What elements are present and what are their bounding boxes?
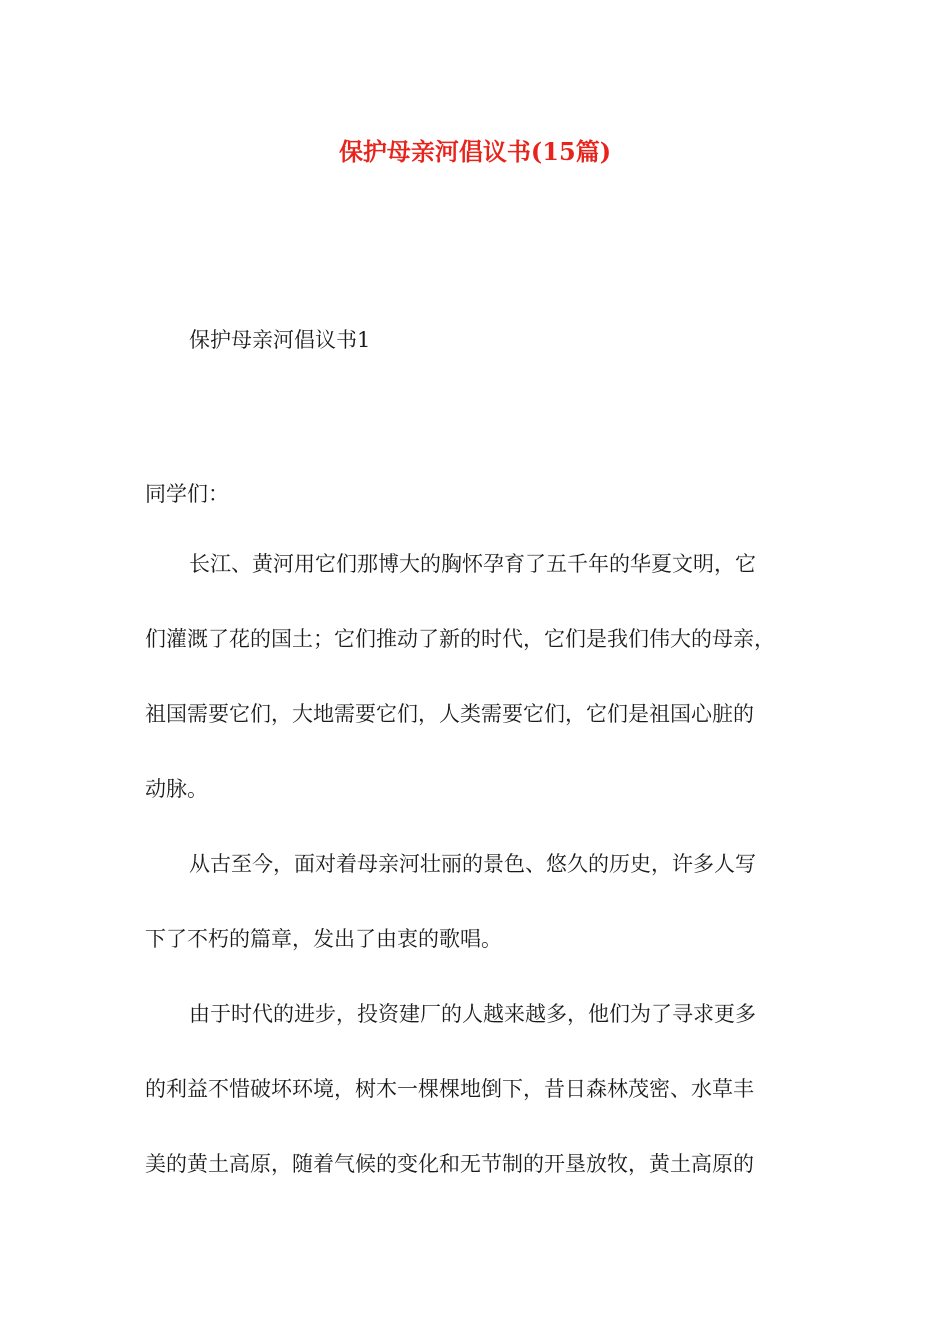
paragraph-line: 从古至今，面对着母亲河壮丽的景色、悠久的历史，许多人写 (189, 852, 756, 876)
paragraph-line: 美的黄土高原，随着气候的变化和无节制的开垦放牧，黄土高原的 (145, 1152, 754, 1176)
paragraph-line: 动脉。 (145, 777, 208, 801)
paragraph-line: 下了不朽的篇章，发出了由衷的歌唱。 (145, 927, 502, 951)
paragraph-line: 们灌溉了花的国土；它们推动了新的时代，它们是我们伟大的母亲， (145, 627, 775, 651)
paragraph-line: 祖国需要它们，大地需要它们，人类需要它们，它们是祖国心脏的 (145, 702, 754, 726)
section-heading: 保护母亲河倡议书1 (189, 328, 371, 352)
paragraph-line: 的利益不惜破坏环境，树木一棵棵地倒下，昔日森林茂密、水草丰 (145, 1077, 754, 1101)
document-title: 保护母亲河倡议书(15篇) (338, 137, 612, 166)
salutation: 同学们： (145, 482, 229, 506)
paragraph-line: 长江、黄河用它们那博大的胸怀孕育了五千年的华夏文明，它 (189, 552, 756, 576)
paragraph-line: 由于时代的进步，投资建厂的人越来越多，他们为了寻求更多 (189, 1002, 756, 1026)
